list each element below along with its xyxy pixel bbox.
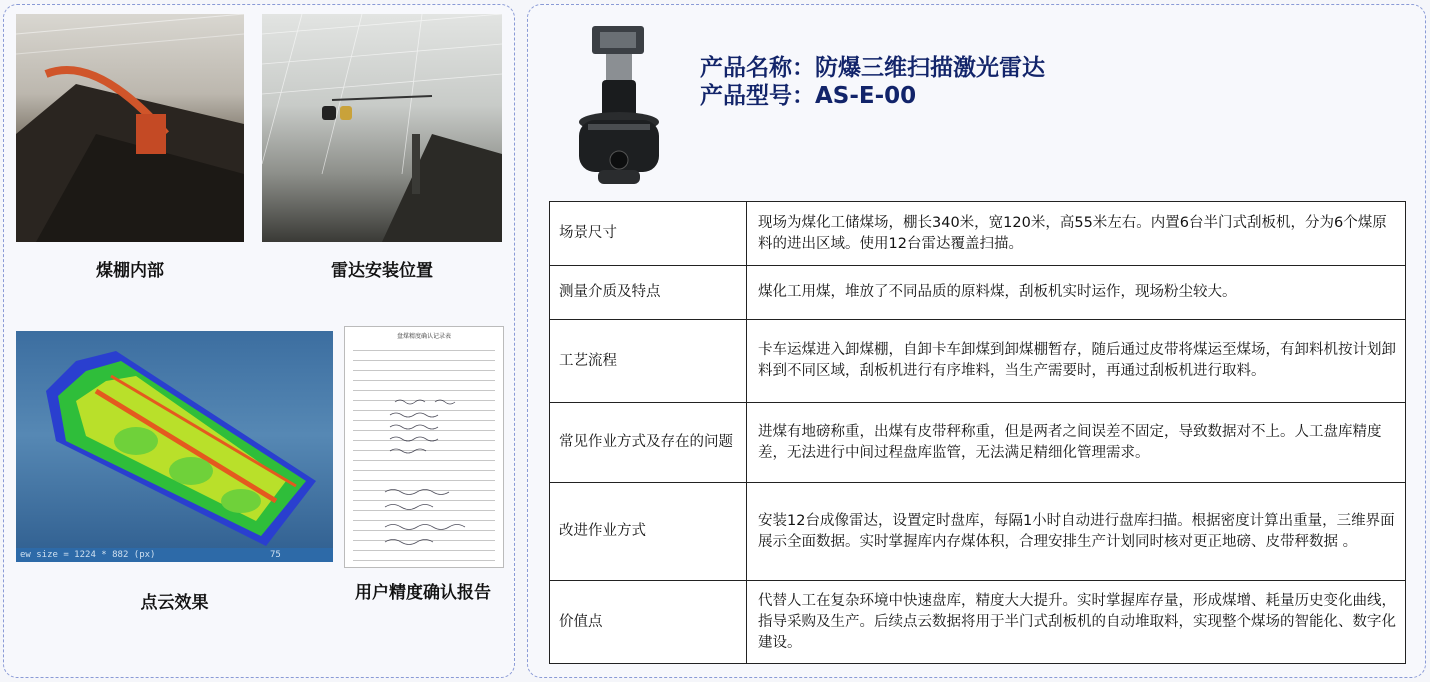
report-handwriting (345, 327, 503, 567)
row-content: 安装12台成像雷达，设置定时盘库，每隔1小时自动进行盘库扫描。根据密度计算出重量，三维界面展示全面数据。实时掌握库内存煤体积，合理安排生产计划同时核对更正地磅、皮带秤数据 。 (747, 483, 1406, 581)
row-label: 测量介质及特点 (550, 266, 747, 320)
radar-installation-photo (262, 14, 502, 242)
product-info-table (549, 201, 1406, 664)
table-row (550, 320, 1406, 403)
row-content: 卡车运煤进入卸煤棚，自卸卡车卸煤到卸煤棚暂存，随后通过皮带将煤运至煤场，有卸料机按计划卸料到不同区域，刮板机进行有序堆料，当生产需要时，再通过刮板机进行取料。 (747, 320, 1406, 403)
point-cloud-status-text: ew size = 1224 * 882 (px) (20, 550, 156, 560)
radar-install-illustration (262, 14, 502, 242)
row-label: 工艺流程 (550, 320, 747, 403)
coal-shed-interior-photo (16, 14, 244, 242)
table-row (550, 483, 1406, 581)
caption-report: 用户精度确认报告 (355, 583, 491, 603)
product-title-block (700, 54, 1045, 110)
caption-coal-shed: 煤棚内部 (96, 261, 164, 281)
row-content: 代替人工在复杂环境中快速盘库，精度大大提升。实时掌握库存量，形成煤增、耗量历史变化曲线，指导采购及生产。后续点云数据将用于半门式刮板机的自动堆取料，实现整个煤场的智能化、数字化建设。 (747, 581, 1406, 664)
row-content: 煤化工用煤，堆放了不同品质的原料煤，刮板机实时运作，现场粉尘较大。 (747, 266, 1406, 320)
product-model: 产品型号：AS-E-00 (700, 83, 917, 109)
product-name: 产品名称：防爆三维扫描激光雷达 (700, 55, 1045, 81)
table-row (550, 266, 1406, 320)
row-content: 进煤有地磅称重，出煤有皮带秤称重，但是两者之间误差不固定，导致数据对不上。人工盘库精度差，无法进行中间过程盘库监管，无法满足精细化管理需求。 (747, 403, 1406, 483)
row-label: 改进作业方式 (550, 483, 747, 581)
table-row (550, 403, 1406, 483)
caption-point-cloud: 点云效果 (140, 593, 209, 613)
point-cloud-status-number: 75 (270, 550, 281, 560)
table-row (550, 202, 1406, 266)
table-row (550, 581, 1406, 664)
row-label: 常见作业方式及存在的问题 (550, 403, 747, 483)
row-label: 场景尺寸 (550, 202, 747, 266)
point-cloud-photo (16, 331, 333, 562)
caption-radar-install: 雷达安装位置 (331, 261, 433, 281)
point-cloud-illustration (16, 331, 333, 562)
accuracy-report-photo (344, 326, 504, 568)
row-label: 价值点 (550, 581, 747, 664)
row-content: 现场为煤化工储煤场，棚长340米，宽120米，高55米左右。内置6台半门式刮板机，分为6个煤原料的进出区域。使用12台雷达覆盖扫描。 (747, 202, 1406, 266)
lidar-device-image (570, 20, 670, 192)
coal-shed-illustration (16, 14, 244, 242)
report-header: 盘煤精度确认记录表 (396, 333, 451, 340)
